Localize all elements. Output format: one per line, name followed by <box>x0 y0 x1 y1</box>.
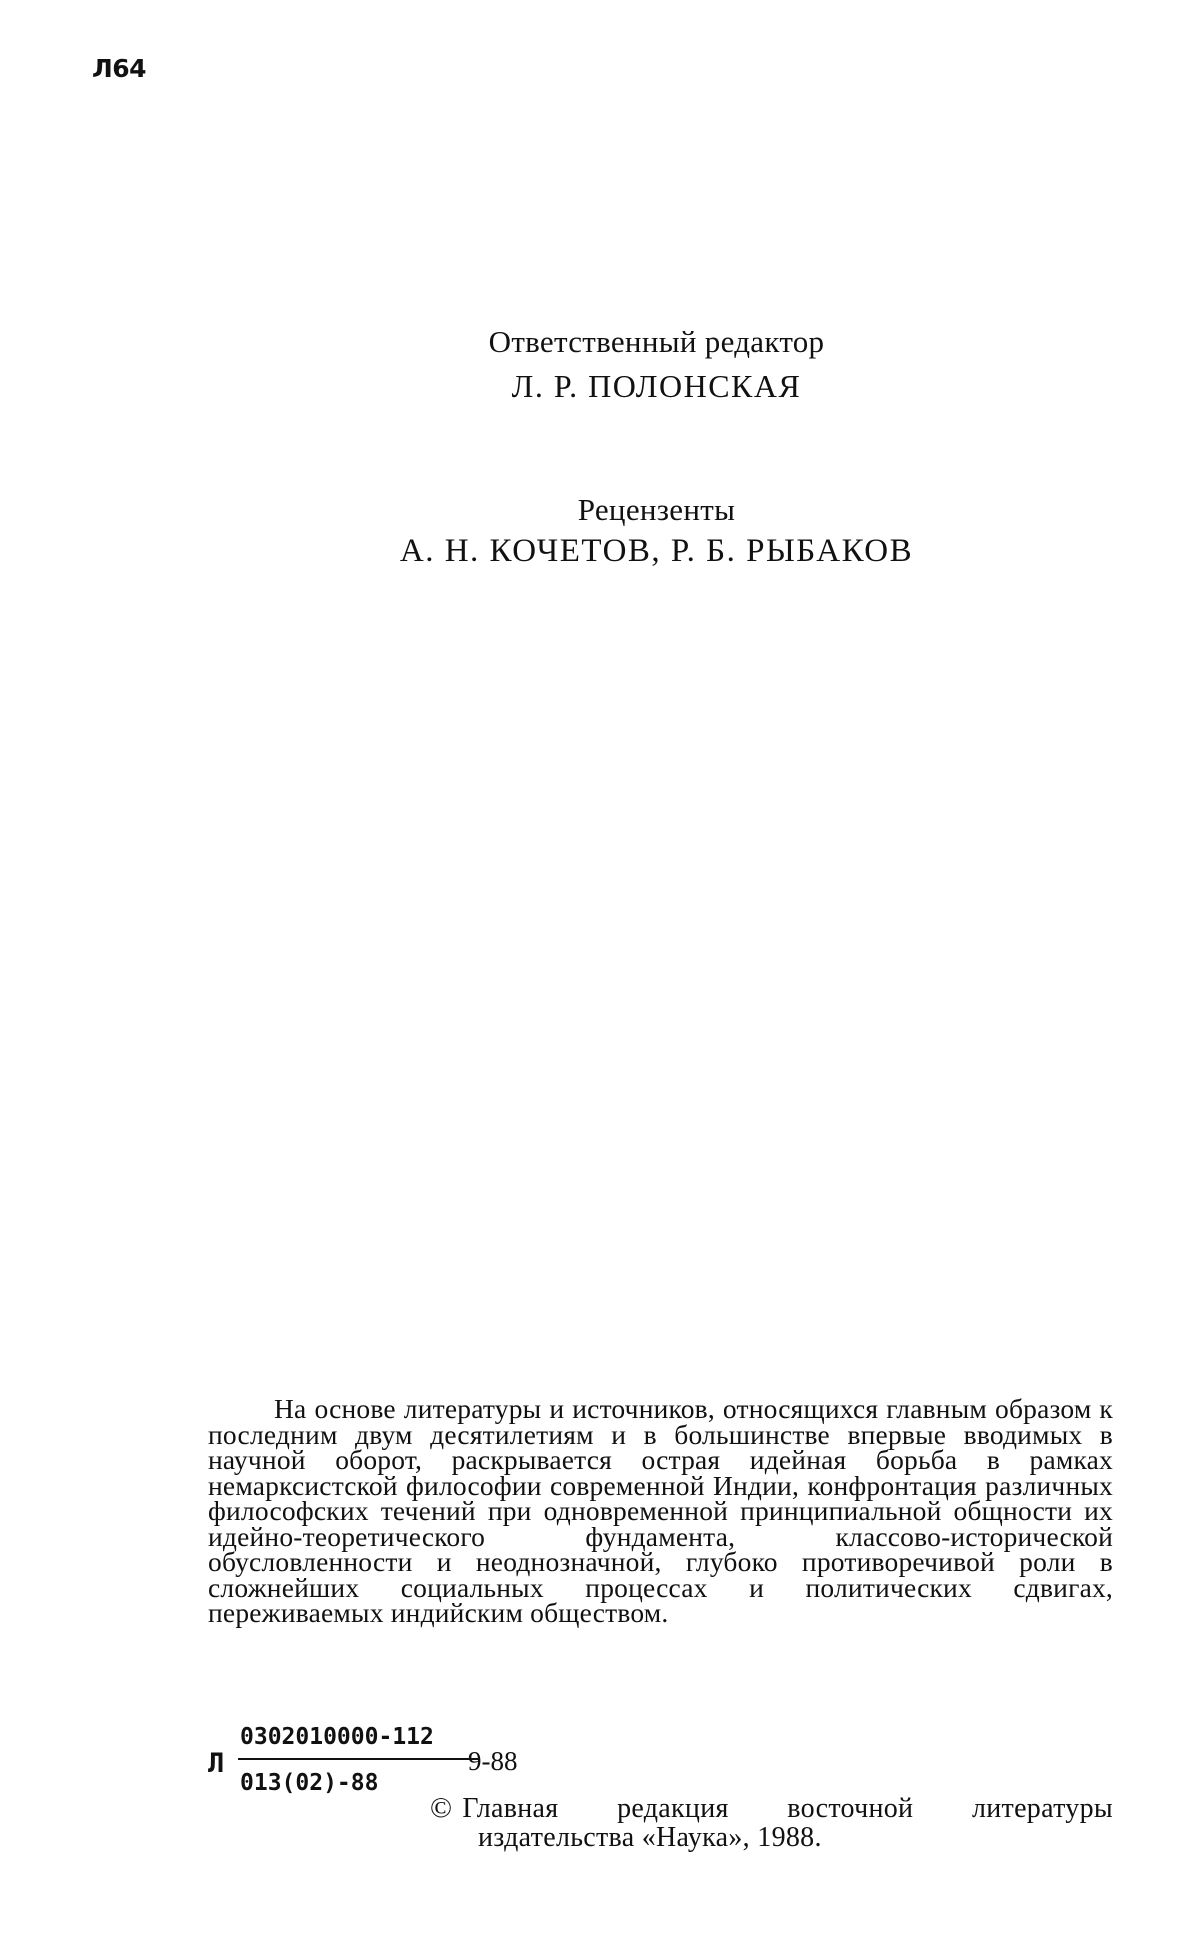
editor-name: Л. Р. ПОЛОНСКАЯ <box>511 368 802 404</box>
copyright-notice <box>430 1794 1113 1852</box>
bibliographic-index <box>208 1724 538 1804</box>
abstract-paragraph: На основе литературы и источников, относящихся главным образом к последним двум десятилетиям и в большинстве впервые вводимых в научной оборот, раскрывается острая идейная борьба в рамках немарксистской философии современной Индии, конфронтация различных философских течений при одновременной принципиальной общности их идейно-теоретического фундамента, классово-исторической обусловленности и неоднозначной, глубоко противоречивой роли в сложнейших социальных процессах и политических сдвигах, переживаемых индийским обществом. <box>208 1393 1113 1628</box>
biblio-suffix: 9-88 <box>468 1746 518 1776</box>
copyright-line-2: издательства «Наука», 1988. <box>478 1822 822 1853</box>
copyright-word: редакция <box>617 1793 729 1824</box>
copyright-word: восточной <box>787 1793 914 1824</box>
biblio-letter: Л <box>208 1748 225 1779</box>
fraction-rule <box>238 1758 478 1760</box>
biblio-denominator: 013(02)-88 <box>240 1770 379 1796</box>
editor-label: Ответственный редактор <box>488 324 825 359</box>
reviewers-names: А. Н. КОЧЕТОВ, Р. Б. РЫБАКОВ <box>399 533 914 569</box>
copyright-line-1 <box>430 1794 1113 1823</box>
biblio-numerator: 0302010000-112 <box>240 1724 434 1750</box>
reviewers-label: Рецензенты <box>577 492 736 527</box>
copyright-word: Главная <box>462 1793 559 1824</box>
copyright-word: литературы <box>971 1793 1113 1824</box>
copyright-icon: © <box>430 1792 453 1824</box>
corner-code: Л64 <box>92 54 147 83</box>
